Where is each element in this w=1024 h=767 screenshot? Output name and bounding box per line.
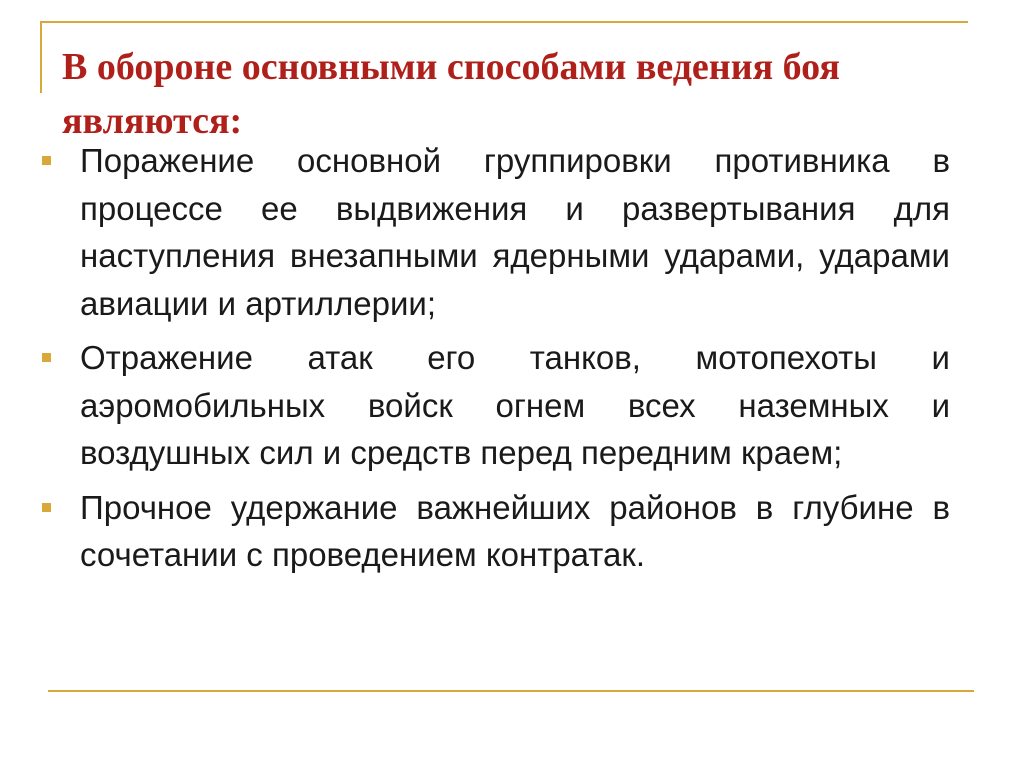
bullet-text: Отражение атак его танков, мотопехоты и аэромобильных войск огнем всех наземных и воздушных сил и средств перед передним краем; [80, 339, 950, 471]
slide-title: В обороне основными способами ведения боя являются: [62, 46, 840, 142]
bullet-item [40, 137, 950, 327]
square-bullet-icon [42, 353, 51, 362]
bullet-text: Прочное удержание важнейших районов в глубине в сочетании с проведением контратак. [80, 488, 950, 573]
square-bullet-icon [42, 156, 51, 165]
top-divider [40, 21, 968, 23]
left-accent-line [40, 21, 42, 93]
bottom-divider [48, 690, 974, 692]
square-bullet-icon [42, 503, 51, 512]
bullet-list [40, 137, 950, 586]
bullet-text: Поражение основной группировки противника в процессе ее выдвижения и развертывания для наступления внезапными ядерными ударами, ударами авиации и артиллерии; [80, 142, 950, 322]
bullet-item [40, 484, 950, 579]
bullet-item [40, 334, 950, 477]
